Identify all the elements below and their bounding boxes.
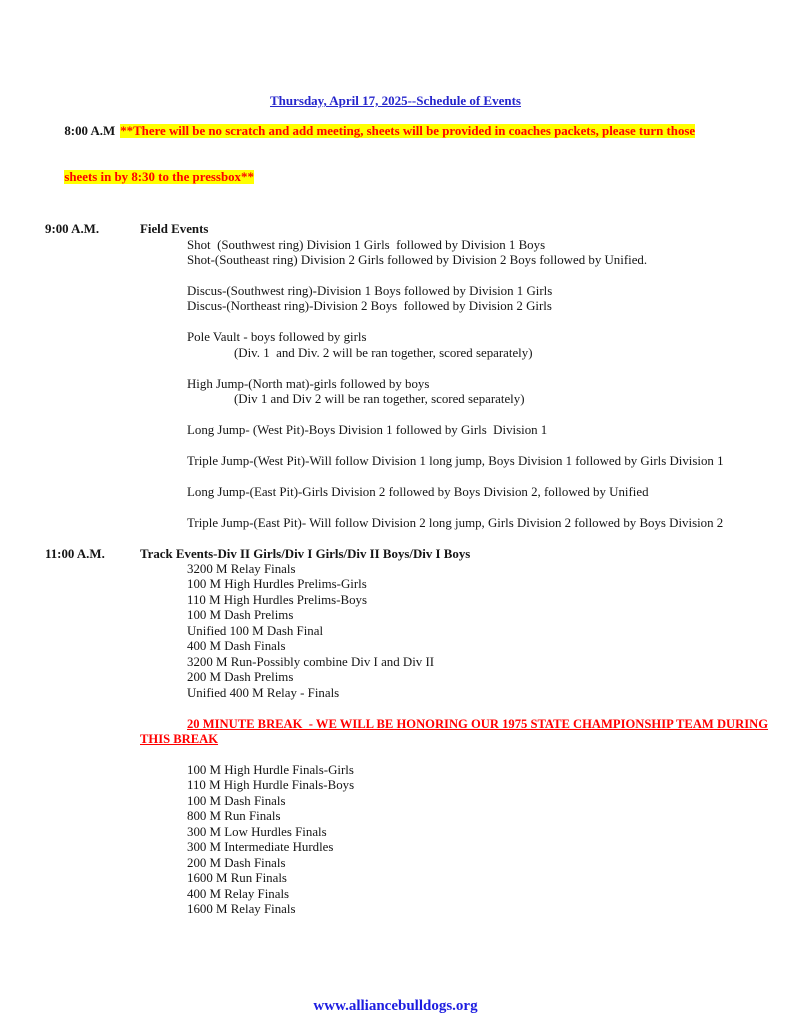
- blank-line: [45, 269, 746, 284]
- blank-line: [45, 701, 746, 716]
- schedule-event: 110 M High Hurdle Finals-Boys: [187, 778, 355, 793]
- schedule-event: Discus-(Northeast ring)-Division 2 Boys followed by Division 2 Girls: [187, 299, 552, 314]
- blank-line: [45, 469, 746, 484]
- notice-highlight-text: **There will be no scratch and add meeting, sheets will be provided in coaches packets, please turn those: [120, 123, 696, 138]
- document-title: Thursday, April 17, 2025--Schedule of Events: [269, 93, 521, 108]
- schedule-subnote: (Div. 1 and Div. 2 will be ran together, scored separately): [234, 345, 533, 360]
- break-notice-line: 20 MINUTE BREAK - WE WILL BE HONORING OUR 1975 STATE CHAMPIONSHIP TEAM DURING: [187, 716, 769, 731]
- schedule-event: 110 M High Hurdles Prelims-Boys: [187, 592, 367, 607]
- schedule-event: Discus-(Southwest ring)-Division 1 Boys followed by Division 1 Girls: [187, 283, 553, 298]
- notice-highlight-text: sheets in by 8:30 to the pressbox**: [64, 170, 254, 185]
- schedule-event: 300 M Low Hurdles Finals: [187, 824, 327, 839]
- schedule-event: Pole Vault - boys followed by girls: [187, 330, 367, 345]
- blank-line: [45, 408, 746, 423]
- schedule-event: High Jump-(North mat)-girls followed by boys: [187, 376, 430, 391]
- schedule-event: 3200 M Run-Possibly combine Div I and Div II: [187, 654, 435, 669]
- schedule-event: 800 M Run Finals: [187, 809, 281, 824]
- schedule-event: Unified 100 M Dash Final: [187, 623, 324, 638]
- schedule: [45, 222, 769, 917]
- schedule-event: 100 M Dash Finals: [187, 793, 286, 808]
- schedule-event: 100 M High Hurdle Finals-Girls: [187, 762, 354, 777]
- schedule-event: 200 M Dash Prelims: [187, 670, 294, 685]
- section-time: 9:00 A.M.: [45, 222, 100, 237]
- schedule-event: 400 M Dash Finals: [187, 639, 286, 654]
- notice-line-1: [45, 108, 746, 154]
- section-heading: Field Events: [140, 222, 209, 237]
- schedule-event: 100 M Dash Prelims: [187, 608, 294, 623]
- footer-link[interactable]: www.alliancebulldogs.org: [313, 998, 478, 1015]
- blank-line: [45, 361, 746, 376]
- blank-line: [45, 500, 746, 515]
- schedule-event: 100 M High Hurdles Prelims-Girls: [187, 577, 367, 592]
- schedule-subnote: (Div 1 and Div 2 will be ran together, scored separately): [234, 392, 525, 407]
- blank-line: [45, 315, 746, 330]
- schedule-event: 1600 M Run Finals: [187, 871, 287, 886]
- blank-line: [45, 438, 746, 453]
- schedule-section: [45, 546, 746, 562]
- schedule-event: Long Jump- (West Pit)-Boys Division 1 followed by Girls Division 1: [187, 423, 548, 437]
- schedule-event: 300 M Intermediate Hurdles: [187, 840, 334, 855]
- blank-line: [45, 531, 746, 546]
- schedule-section: [45, 222, 746, 237]
- notice-line-2: [45, 155, 746, 201]
- schedule-event: Shot-(Southeast ring) Division 2 Girls followed by Division 2 Boys followed by Unified.: [187, 253, 648, 268]
- schedule-event: 400 M Relay Finals: [187, 886, 290, 901]
- schedule-event: Long Jump-(East Pit)-Girls Division 2 followed by Boys Division 2, followed by Unified: [187, 484, 649, 499]
- section-heading: Track Events-Div II Girls/Div I Girls/Div II Boys/Div I Boys: [140, 546, 471, 561]
- schedule-event: 1600 M Relay Finals: [187, 901, 296, 916]
- schedule-event: Unified 400 M Relay - Finals: [187, 685, 340, 700]
- notice-paragraph: [45, 108, 746, 201]
- schedule-event: 200 M Dash Finals: [187, 855, 286, 870]
- schedule-event: Shot (Southwest ring) Division 1 Girls followed by Division 1 Boys: [187, 237, 546, 252]
- schedule-event: 3200 M Relay Finals: [187, 562, 296, 577]
- section-time: 11:00 A.M.: [45, 546, 105, 561]
- break-notice-line: THIS BREAK: [140, 731, 219, 746]
- schedule-event: Triple Jump-(East Pit)- Will follow Division 2 long jump, Girls Division 2 followed by Boys Division 2: [187, 515, 724, 530]
- schedule-event: Triple Jump-(West Pit)-Will follow Division 1 long jump, Boys Division 1 followed by Girls Division 1: [187, 453, 724, 468]
- notice-time: 8:00 A.M: [64, 123, 116, 138]
- blank-line: [45, 747, 746, 762]
